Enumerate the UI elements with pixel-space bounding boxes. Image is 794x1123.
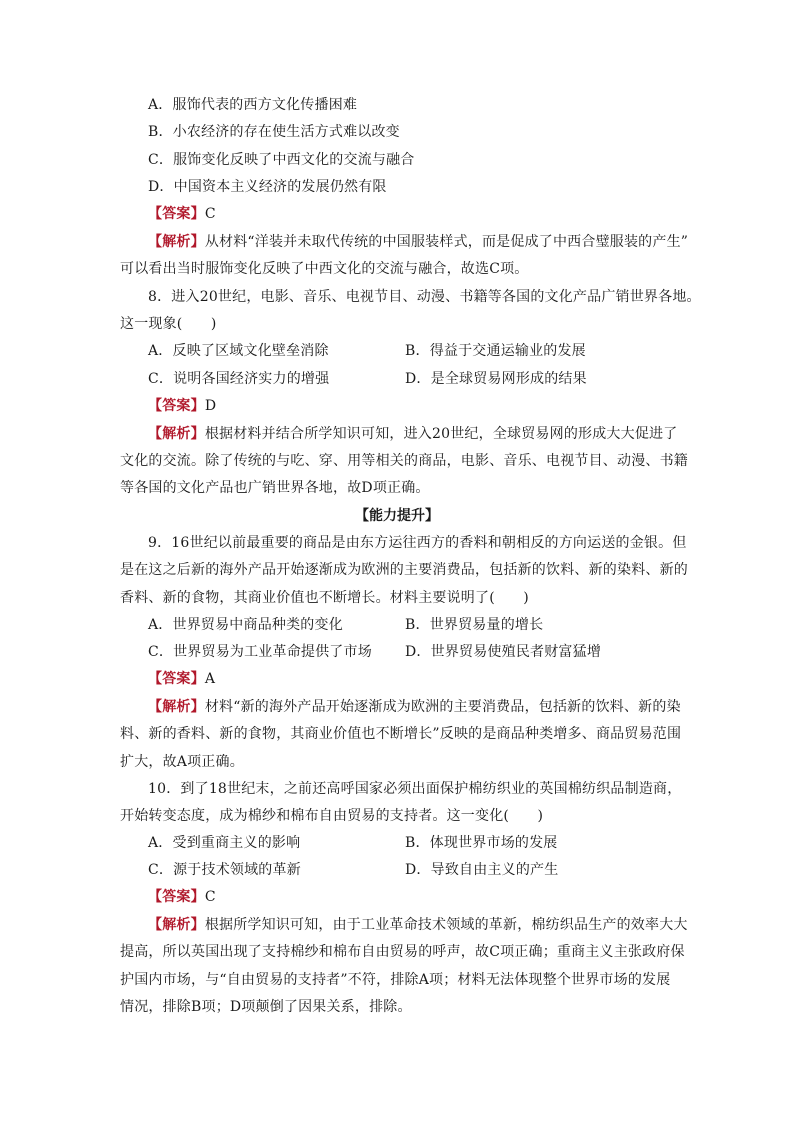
q9-stem-line-2: 是在这之后新的海外产品开始逐渐成为欧洲的主要消费品，包括新的饮料、新的染料、新的 (120, 562, 688, 578)
q10-option-c: C．源于技术领域的革新 (148, 862, 301, 878)
q7-option-b: B．小农经济的存在使生活方式难以改变 (148, 124, 400, 140)
analysis-label: 【解析】 (148, 917, 205, 933)
q10-analysis-line-2: 提高，所以英国出现了支持棉纱和棉布自由贸易的呼声，故C项正确；重商主义主张政府保 (120, 944, 685, 960)
q10-analysis-line-3: 护国内市场，与“自由贸易的支持者”不符，排除A项；材料无法体现整个世界市场的发展 (120, 972, 671, 988)
q8-analysis-line-3: 等各国的文化产品也广销世界各地，故D项正确。 (120, 480, 430, 496)
answer-label: 【答案】 (148, 889, 205, 905)
answer-label: 【答案】 (148, 398, 205, 414)
q9-answer (148, 669, 215, 689)
q9-option-c: C．世界贸易为工业革命提供了市场 (148, 644, 372, 660)
answer-value: D (204, 398, 217, 414)
q9-stem-line-1: 9．16世纪以前最重要的商品是由东方运往西方的香料和朝相反的方向运送的金银。但 (148, 535, 687, 551)
q9-stem-line-3: 香料、新的食物，其商业价值也不断增长。材料主要说明了( ) (120, 590, 529, 606)
q8-analysis-line-2: 文化的交流。除了传统的与吃、穿、用等相关的商品，电影、音乐、电视节目、动漫、书籍 (120, 453, 688, 469)
q7-analysis-line-2: 可以看出当时服饰变化反映了中西文化的交流与融合，故选C项。 (120, 261, 529, 277)
analysis-text: 从材料“洋装并未取代传统的中国服装样式，而是促成了中西合璧服装的产生” (204, 234, 689, 250)
q10-stem-line-2: 开始转变态度，成为棉纱和棉布自由贸易的支持者。这一变化( ) (120, 808, 544, 824)
q10-answer (148, 887, 216, 907)
q7-option-c: C．服饰变化反映了中西文化的交流与融合 (148, 152, 415, 168)
answer-label: 【答案】 (148, 206, 205, 222)
q7-answer (148, 204, 216, 224)
q10-analysis-line-1 (148, 915, 688, 935)
q9-analysis-line-2: 料、新的香料、新的食物，其商业价值也不断增长”反映的是商品种类增多、商品贸易范围 (120, 726, 682, 742)
answer-value: C (204, 889, 216, 905)
q10-option-d: D．导致自由主义的产生 (405, 862, 559, 878)
analysis-text: 材料“新的海外产品开始逐渐成为欧洲的主要消费品，包括新的饮料、新的染 (204, 699, 681, 715)
q9-analysis-line-1 (148, 697, 681, 717)
q10-analysis-line-4: 情况，排除B项；D项颠倒了因果关系，排除。 (120, 999, 412, 1015)
q8-option-a: A．反映了区域文化壁垒消除 (148, 343, 329, 359)
q7-option-d: D．中国资本主义经济的发展仍然有限 (148, 179, 387, 195)
q8-option-c: C．说明各国经济实力的增强 (148, 371, 330, 387)
analysis-label: 【解析】 (148, 234, 205, 250)
q8-stem-line-2: 这一现象( ) (120, 316, 217, 332)
answer-value: C (204, 206, 216, 222)
section-title: 【能力提升】 (355, 508, 439, 524)
q7-analysis-line-1 (148, 232, 688, 252)
answer-label: 【答案】 (148, 671, 205, 687)
q10-option-a: A．受到重商主义的影响 (148, 835, 301, 851)
q7-option-a: A．服饰代表的西方文化传播困难 (148, 97, 358, 113)
analysis-label: 【解析】 (148, 426, 205, 442)
analysis-text: 根据所学知识可知，由于工业革命技术领域的革新，棉纺织品生产的效率大大 (204, 917, 688, 933)
q8-analysis-line-1 (148, 424, 677, 444)
q9-option-b: B．世界贸易量的增长 (405, 617, 544, 633)
q8-answer (148, 396, 216, 416)
q8-stem-line-1: 8．进入20世纪，电影、音乐、电视节目、动漫、书籍等各国的文化产品广销世界各地。 (148, 289, 701, 305)
q8-option-d: D．是全球贸易网形成的结果 (405, 371, 587, 387)
q10-option-b: B．体现世界市场的发展 (405, 835, 558, 851)
q8-option-b: B．得益于交通运输业的发展 (405, 343, 586, 359)
q9-analysis-line-3: 扩大，故A项正确。 (120, 754, 244, 770)
analysis-label: 【解析】 (148, 699, 205, 715)
q9-option-a: A．世界贸易中商品种类的变化 (148, 617, 343, 633)
q10-stem-line-1: 10．到了18世纪末，之前还高呼国家必须出面保护棉纺织业的英国棉纺织品制造商， (148, 781, 682, 797)
analysis-text: 根据材料并结合所学知识可知，进入20世纪，全球贸易网的形成大大促进了 (204, 426, 678, 442)
q9-option-d: D．世界贸易使殖民者财富猛增 (405, 644, 602, 660)
answer-value: A (204, 671, 216, 687)
